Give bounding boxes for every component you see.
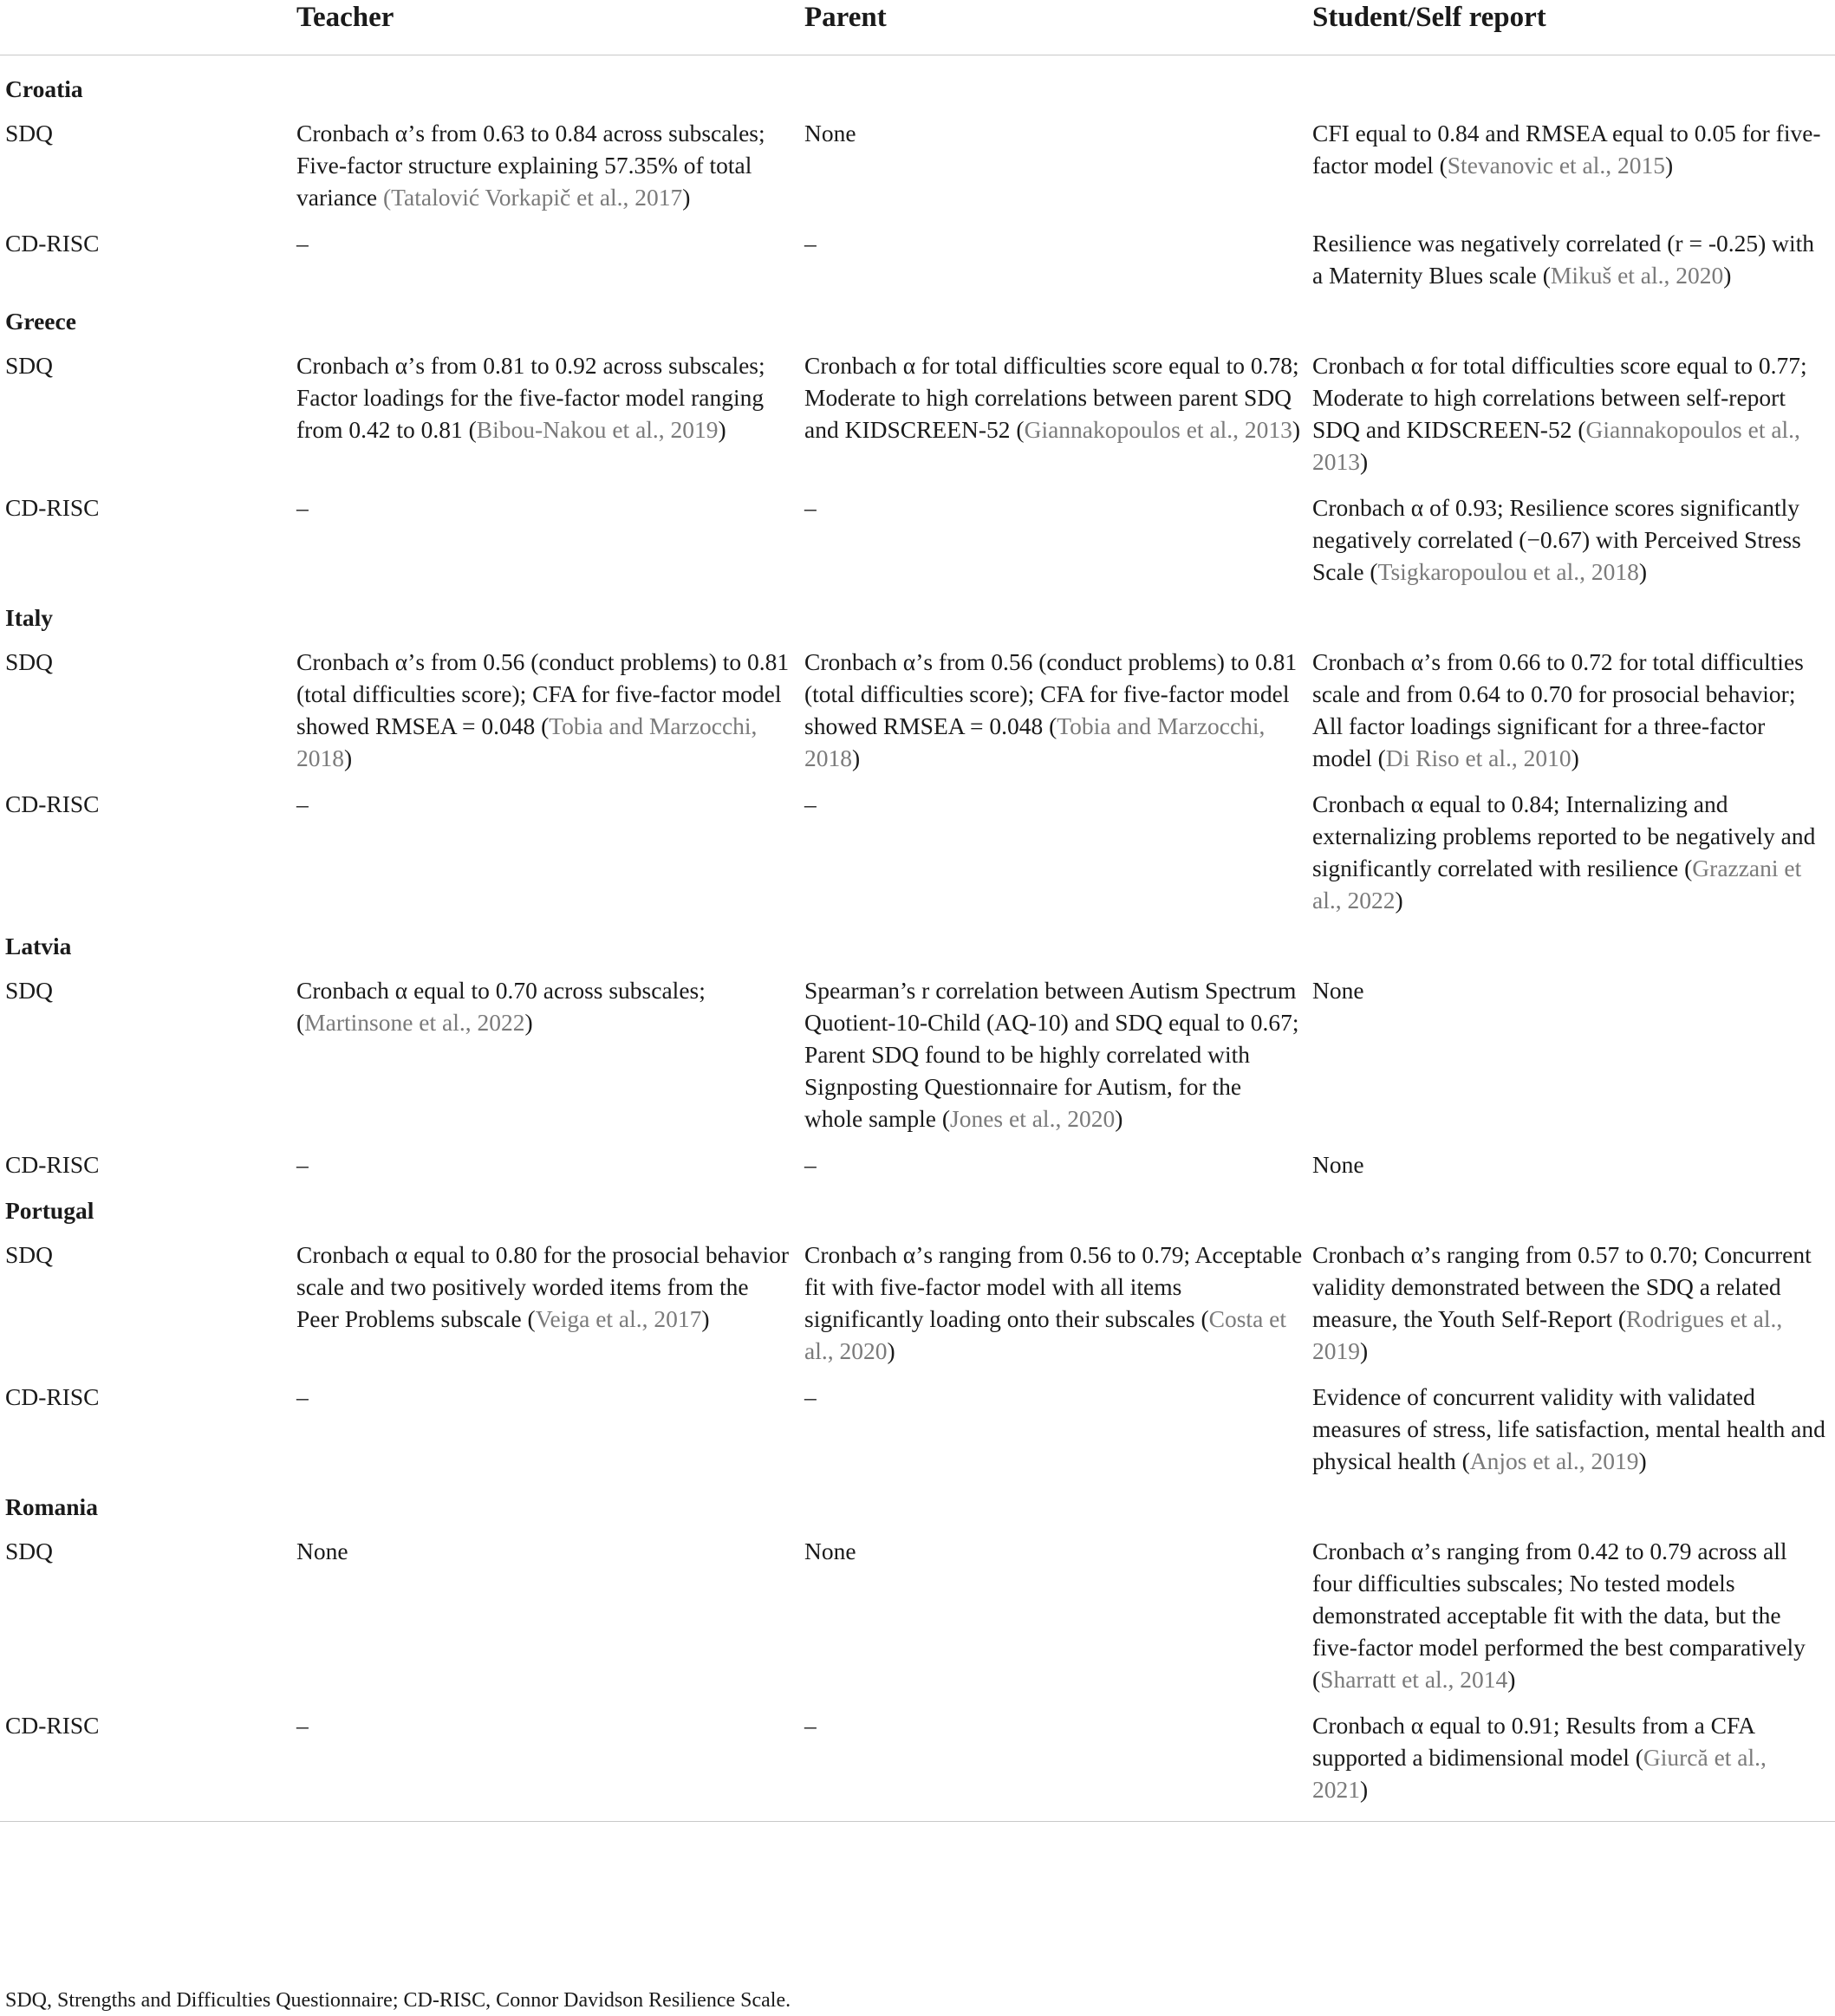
cell-text-end: ) xyxy=(1507,1666,1516,1693)
measure-label: CD-RISC xyxy=(0,1709,296,1822)
table-row xyxy=(0,227,1835,305)
cell-text: – xyxy=(296,1383,309,1410)
cell-text-end: ) xyxy=(524,1009,533,1036)
country-name: Croatia xyxy=(5,75,83,102)
table-row xyxy=(0,1535,1835,1709)
citation-link[interactable]: Di Riso et al., 2010 xyxy=(1385,745,1571,771)
parent-cell xyxy=(804,1535,1312,1709)
country-row xyxy=(0,930,1835,974)
cell-text: Cronbach α’s from 0.63 to 0.84 across subscales; Five-factor structure explaining 57.35% of total variance xyxy=(296,120,765,211)
cell-text: – xyxy=(804,494,817,521)
header-parent: Parent xyxy=(804,0,1312,55)
teacher-cell xyxy=(296,646,804,788)
cell-text: Cronbach α’s from 0.56 (conduct problems) to 0.81 (total difficulties score); CFA for five-factor model showed RMSEA = 0.048 ( xyxy=(296,648,790,739)
header-label xyxy=(0,0,296,55)
cell-text: Cronbach α equal to 0.91; Results from a CFA supported a bidimensional model ( xyxy=(1312,1712,1754,1771)
cell-text: Cronbach α equal to 0.70 across subscales; ( xyxy=(296,977,706,1036)
cell-text: None xyxy=(296,1538,348,1564)
cell-text-end: ) xyxy=(887,1337,895,1364)
parent-cell xyxy=(804,646,1312,788)
measure-label: CD-RISC xyxy=(5,790,100,817)
cell-text: – xyxy=(296,1712,309,1739)
parent-cell xyxy=(804,1381,1312,1491)
citation-link[interactable]: Mikuš et al., 2020 xyxy=(1550,262,1724,289)
cell-text: Evidence of concurrent validity with validated measures of stress, life satisfaction, mental health and physical health ( xyxy=(1312,1383,1825,1474)
table-row xyxy=(0,974,1835,1148)
table-row xyxy=(0,788,1835,930)
citation-link[interactable]: Martinsone et al., 2022 xyxy=(304,1009,525,1036)
measure-label: SDQ xyxy=(5,352,54,379)
teacher-cell xyxy=(296,1709,804,1822)
citation-link[interactable]: Grazzani et al., 2022 xyxy=(1312,855,1802,914)
cell-text-end: ) xyxy=(1638,558,1648,585)
student-cell xyxy=(1312,1239,1835,1381)
citation-link[interactable]: Bibou-Nakou et al., 2019 xyxy=(476,416,719,443)
citation-link[interactable]: Tsigkaropoulou et al., 2018 xyxy=(1377,558,1639,585)
cell-text: CFI equal to 0.84 and RMSEA equal to 0.05 for five-factor model ( xyxy=(1312,120,1821,179)
citation-link[interactable]: Jones et al., 2020 xyxy=(950,1105,1116,1132)
table-row xyxy=(0,1239,1835,1381)
measure-label: SDQ xyxy=(5,1241,54,1268)
citation-link[interactable]: Stevanovic et al., 2015 xyxy=(1447,152,1666,179)
cell-text-end: ) xyxy=(1360,1776,1369,1803)
citation-link[interactable]: Giurcă et al., 2021 xyxy=(1312,1744,1767,1803)
teacher-cell xyxy=(296,1535,804,1709)
student-cell xyxy=(1312,1535,1835,1709)
cell-text: Cronbach α’s ranging from 0.57 to 0.70; Concurrent validity demonstrated between the SDQ a related measure, the Youth Self-Report ( xyxy=(1312,1241,1812,1332)
cell-text: Cronbach α equal to 0.80 for the prosocial behavior scale and two positively worded items from the Peer Problems subscale ( xyxy=(296,1241,790,1332)
header-row xyxy=(0,0,1835,55)
country-name: Romania xyxy=(5,1493,98,1520)
measure-label: CD-RISC xyxy=(5,1151,100,1178)
cell-text: – xyxy=(804,230,817,257)
country-name: Latvia xyxy=(5,933,72,959)
country-row xyxy=(0,305,1835,349)
measure-label: SDQ xyxy=(5,120,54,146)
cell-text: Resilience was negatively correlated (r = -0.25) with a Maternity Blues scale ( xyxy=(1312,230,1815,289)
student-cell xyxy=(1312,1148,1835,1194)
cell-text: Cronbach α for total difficulties score equal to 0.78; Moderate to high correlations between parent SDQ and KIDSCREEN-52 ( xyxy=(804,352,1299,443)
cell-text: None xyxy=(804,1538,856,1564)
cell-text: – xyxy=(296,494,309,521)
cell-text-end: ) xyxy=(1395,887,1403,914)
header-student: Student/Self report xyxy=(1312,0,1835,55)
citation-link[interactable]: Costa et al., 2020 xyxy=(804,1305,1287,1364)
cell-text: – xyxy=(804,790,817,817)
citation-link[interactable]: Veiga et al., 2017 xyxy=(535,1305,702,1332)
teacher-cell xyxy=(296,1381,804,1491)
teacher-cell xyxy=(296,491,804,602)
cell-text: Cronbach α of 0.93; Resilience scores significantly negatively correlated (−0.67) with Perceived Stress Scale ( xyxy=(1312,494,1801,585)
cell-text-end: ) xyxy=(1292,416,1301,443)
country-row xyxy=(0,1194,1835,1239)
parent-cell xyxy=(804,491,1312,602)
cell-text: Cronbach α equal to 0.84; Internalizing and externalizing problems reported to be negatively and significantly correlated with resilience ( xyxy=(1312,790,1816,881)
cell-text-end: ) xyxy=(1638,1447,1647,1474)
country-row xyxy=(0,1491,1835,1535)
table-row xyxy=(0,1709,1835,1822)
citation-link[interactable]: Tobia and Marzocchi, 2018 xyxy=(296,712,758,771)
country-name: Italy xyxy=(5,604,53,631)
cell-text: – xyxy=(296,230,309,257)
cell-text: None xyxy=(804,120,856,146)
country-row xyxy=(0,55,1835,118)
citation-link[interactable]: Tobia and Marzocchi, 2018 xyxy=(804,712,1266,771)
cell-text-end: ) xyxy=(1665,152,1674,179)
cell-text-end: ) xyxy=(1571,745,1579,771)
country-name: Greece xyxy=(5,308,76,335)
cell-text: – xyxy=(296,790,309,817)
country-name: Portugal xyxy=(5,1197,94,1224)
parent-cell xyxy=(804,1709,1312,1822)
cell-text: Cronbach α’s ranging from 0.56 to 0.79; Acceptable fit with five-factor model with all items significantly loading onto their subscales ( xyxy=(804,1241,1303,1332)
teacher-cell xyxy=(296,349,804,491)
cell-text: Cronbach α’s ranging from 0.42 to 0.79 across all four difficulties subscales; No tested models demonstrated acceptable fit with the data, but the five-factor model performed the best comparatively ( xyxy=(1312,1538,1806,1693)
parent-cell xyxy=(804,1239,1312,1381)
teacher-cell xyxy=(296,117,804,227)
cell-text: – xyxy=(804,1383,817,1410)
cell-text: – xyxy=(296,1151,309,1178)
cell-text: Spearman’s r correlation between Autism Spectrum Quotient-10-Child (AQ-10) and SDQ equal to 0.67; Parent SDQ found to be highly correlated with Signposting Questionnaire for Autism, for the whole sample ( xyxy=(804,977,1299,1132)
table-row xyxy=(0,491,1835,602)
country-row xyxy=(0,602,1835,646)
cell-text-end: ) xyxy=(1360,1337,1369,1364)
measure-label: SDQ xyxy=(5,648,54,675)
cell-text: – xyxy=(804,1151,817,1178)
measure-label: CD-RISC xyxy=(5,494,100,521)
cell-text-end: ) xyxy=(1115,1105,1123,1132)
teacher-cell xyxy=(296,788,804,930)
teacher-cell xyxy=(296,1239,804,1381)
measure-label: CD-RISC xyxy=(5,230,100,257)
student-cell xyxy=(1312,491,1835,602)
student-cell xyxy=(1312,227,1835,305)
header-teacher: Teacher xyxy=(296,0,804,55)
cell-text-end: ) xyxy=(718,416,726,443)
citation-link[interactable]: Sharratt et al., 2014 xyxy=(1320,1666,1508,1693)
table-row xyxy=(0,117,1835,227)
student-cell xyxy=(1312,646,1835,788)
cell-text-end: ) xyxy=(1723,262,1732,289)
citation-link[interactable]: Anjos et al., 2019 xyxy=(1469,1447,1639,1474)
table-row xyxy=(0,1381,1835,1491)
table-row xyxy=(0,349,1835,491)
teacher-cell xyxy=(296,1148,804,1194)
measure-label: CD-RISC xyxy=(5,1383,100,1410)
table-row xyxy=(0,646,1835,788)
table-footnote: SDQ, Strengths and Difficulties Questionnaire; CD-RISC, Connor Davidson Resilience Scale. xyxy=(5,1989,791,2012)
student-cell xyxy=(1312,1381,1835,1491)
cell-text-end: ) xyxy=(701,1305,710,1332)
cell-text: – xyxy=(804,1712,817,1739)
student-cell xyxy=(1312,974,1835,1148)
cell-text: None xyxy=(1312,977,1364,1004)
student-cell xyxy=(1312,1709,1835,1822)
measure-label: SDQ xyxy=(5,1538,54,1564)
parent-cell xyxy=(804,117,1312,227)
table-body xyxy=(0,55,1835,1822)
teacher-cell xyxy=(296,227,804,305)
student-cell xyxy=(1312,117,1835,227)
cell-text: Cronbach α’s from 0.66 to 0.72 for total difficulties scale and from 0.64 to 0.70 for prosocial behavior; All factor loadings significant for a three-factor model ( xyxy=(1312,648,1804,771)
table-row xyxy=(0,1148,1835,1194)
cell-text: Cronbach α’s from 0.56 (conduct problems) to 0.81 (total difficulties score); CFA for five-factor model showed RMSEA = 0.048 ( xyxy=(804,648,1298,739)
parent-cell xyxy=(804,788,1312,930)
cell-text: Cronbach α for total difficulties score equal to 0.77; Moderate to high correlations between self-report SDQ and KIDSCREEN-52 ( xyxy=(1312,352,1807,443)
student-cell xyxy=(1312,788,1835,930)
cell-text: None xyxy=(1312,1151,1364,1178)
cell-text-end: ) xyxy=(1360,448,1369,475)
cell-text-end: ) xyxy=(852,745,861,771)
teacher-cell xyxy=(296,974,804,1148)
parent-cell xyxy=(804,227,1312,305)
cell-text: Cronbach α’s from 0.81 to 0.92 across subscales; Factor loadings for the five-factor model ranging from 0.42 to 0.81 ( xyxy=(296,352,765,443)
parent-cell xyxy=(804,974,1312,1148)
student-cell xyxy=(1312,349,1835,491)
cell-text-end: ) xyxy=(682,184,691,211)
citation-link[interactable]: Giannakopoulos et al., 2013 xyxy=(1024,416,1292,443)
parent-cell xyxy=(804,1148,1312,1194)
citation-link[interactable]: Rodrigues et al., 2019 xyxy=(1312,1305,1783,1364)
parent-cell xyxy=(804,349,1312,491)
cell-text-end: ) xyxy=(344,745,353,771)
measure-label: SDQ xyxy=(5,977,54,1004)
citation-link[interactable]: (Tatalović Vorkapič et al., 2017 xyxy=(383,184,683,211)
citation-link[interactable]: Giannakopoulos et al., 2013 xyxy=(1312,416,1800,475)
